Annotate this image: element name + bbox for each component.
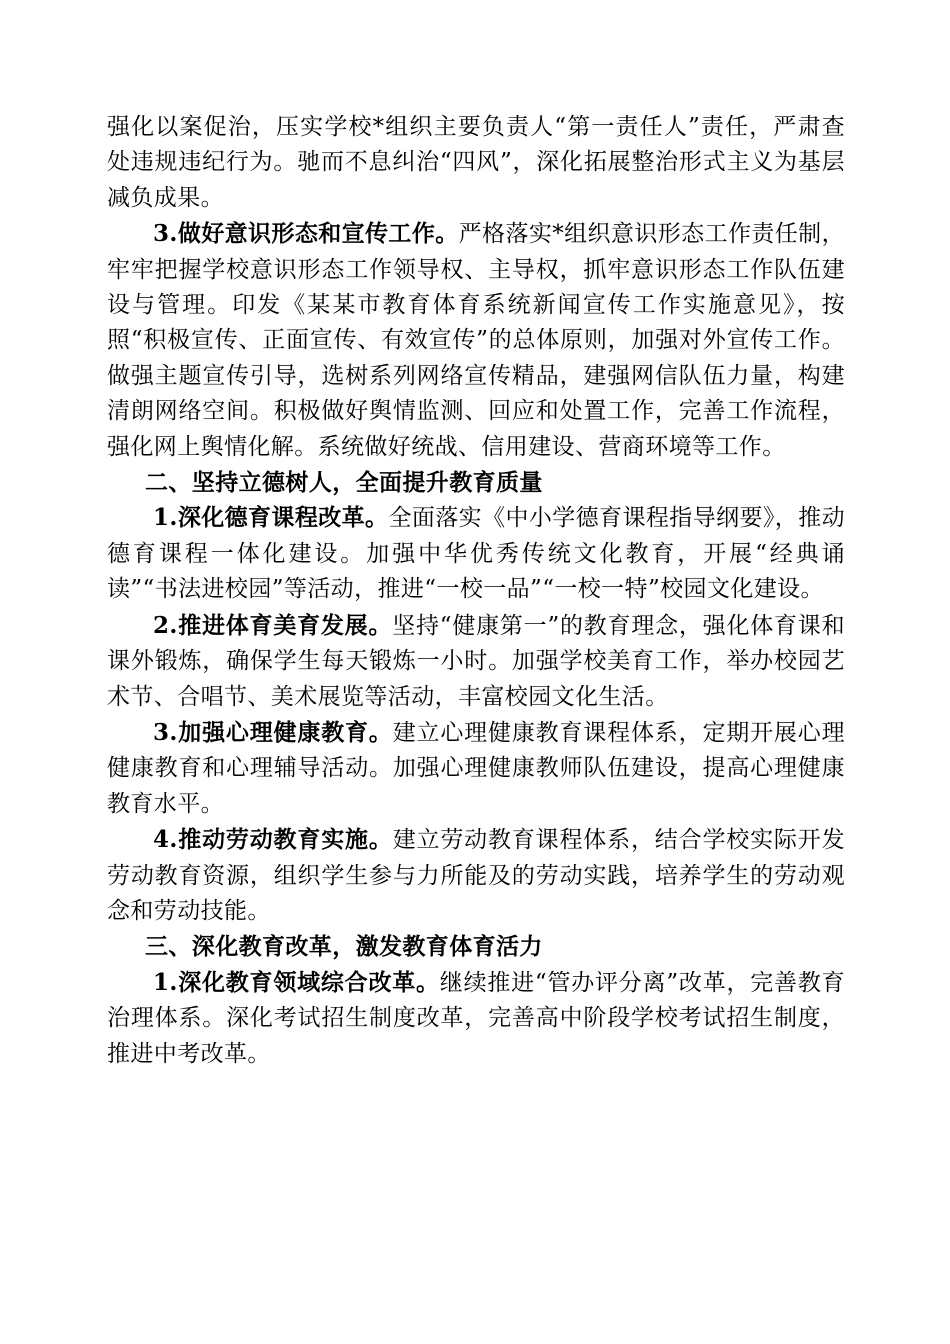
paragraph-lead: 3.加强心理健康教育。 bbox=[153, 718, 393, 746]
paragraph-lead: 4.推动劳动教育实施。 bbox=[153, 826, 393, 854]
section-heading-3: 三、深化教育改革，激发教育体育活力 bbox=[145, 933, 543, 961]
paragraph-labor-education bbox=[107, 822, 845, 929]
paragraph-text: 严格落实*组织意识形态工作责任制，牢牢把握学校意识形态工作领导权、主导权，抓牢意识形态工作队伍建设与管理。印发《某某市教育体育系统新闻宣传工作实施意见》，按照“积极宣传、正面宣传、有效宣传”的总体原则，加强对外宣传工作。做强主题宣传引导，选树系列网络宣传精品，建强网信队伍力量，构建清朗网络空间。积极做好舆情监测、回应和处置工作，完善工作流程，强化网上舆情化解。系统做好统战、信用建设、营商环境等工作。 bbox=[107, 221, 845, 460]
paragraph-lead: 3.做好意识形态和宣传工作。 bbox=[153, 220, 459, 248]
paragraph-text: 建立劳动教育课程体系，结合学校实际开发劳动教育资源，组织学生参与力所能及的劳动实践，培养学生的劳动观念和劳动技能。 bbox=[107, 827, 845, 924]
paragraph-continuation bbox=[107, 110, 845, 216]
paragraph-lead: 2.推进体育美育发展。 bbox=[153, 611, 393, 639]
paragraph-sports-arts bbox=[107, 608, 845, 715]
paragraph-mental-health bbox=[107, 715, 845, 822]
paragraph-moral-education bbox=[107, 500, 845, 607]
paragraph-text: 建立心理健康教育课程体系，定期开展心理健康教育和心理辅导活动。加强心理健康教师队伍建设，提高心理健康教育水平。 bbox=[107, 719, 845, 817]
paragraph-lead: 1.深化德育课程改革。 bbox=[153, 504, 389, 532]
section-heading-2: 二、坚持立德树人，全面提升教育质量 bbox=[145, 469, 543, 497]
paragraph-text: 全面落实《中小学德育课程指导纲要》，推动德育课程一体化建设。加强中华优秀传统文化教育，开展“经典诵读”“书法进校园”等活动，推进“一校一品”“一校一特”校园文化建设。 bbox=[107, 505, 846, 603]
paragraph-text: 坚持“健康第一”的教育理念，强化体育课和课外锻炼，确保学生每天锻炼一小时。加强学校美育工作，举办校园艺术节、合唱节、美术展览等活动，丰富校园文化生活。 bbox=[107, 612, 845, 710]
paragraph-lead: 1.深化教育领域综合改革。 bbox=[153, 968, 440, 996]
document-page bbox=[107, 110, 845, 1072]
paragraph-text: 继续推进“管办评分离”改革，完善教育治理体系。深化考试招生制度改革，完善高中阶段学校考试招生制度，推进中考改革。 bbox=[107, 969, 845, 1067]
paragraph-comprehensive-reform bbox=[107, 965, 845, 1072]
paragraph-text: 强化以案促治，压实学校*组织主要负责人“第一责任人”责任，严肃查处违规违纪行为。驰而不息纠治“四风”，深化拓展整治形式主义为基层减负成果。 bbox=[107, 114, 845, 211]
paragraph-ideology-propaganda bbox=[107, 216, 845, 465]
